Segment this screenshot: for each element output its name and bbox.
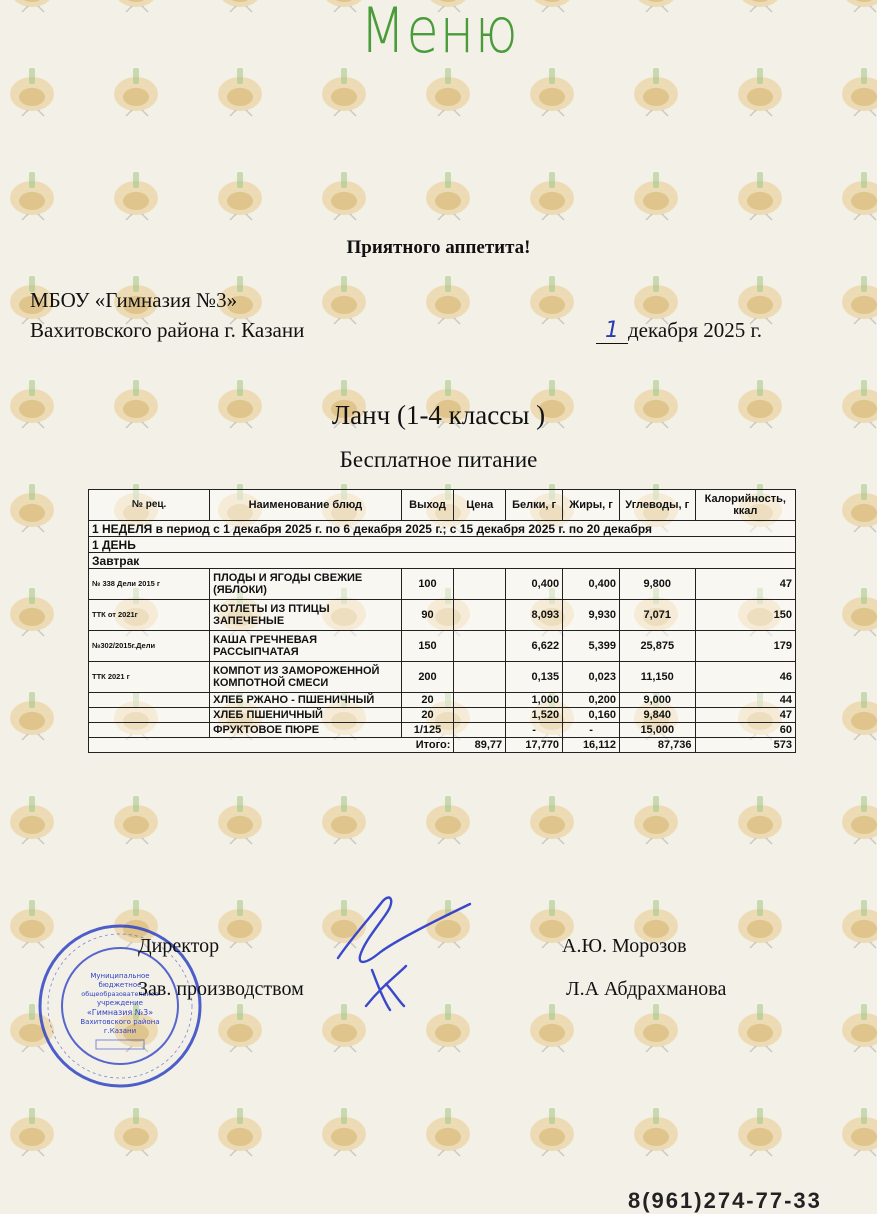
dish-output: 90	[401, 600, 454, 631]
dish-price	[454, 569, 506, 600]
dish-price	[454, 723, 506, 738]
col-fat: Жиры, г	[563, 490, 620, 521]
dish-output: 20	[401, 693, 454, 708]
stamp-line: Вахитовского района	[80, 1018, 160, 1026]
dish-calories: 46	[695, 662, 795, 693]
table-header-row	[89, 490, 796, 521]
dish-recipe: ТТК 2021 г	[89, 662, 210, 693]
dish-calories: 179	[695, 631, 795, 662]
total-calories: 573	[695, 738, 795, 753]
production-manager-title: Зав. производством	[138, 978, 304, 1000]
dish-calories: 150	[695, 600, 795, 631]
director-title: Директор	[138, 935, 220, 957]
stamp-line: общеобразовательное	[81, 990, 159, 998]
dish-protein: 0,135	[506, 662, 563, 693]
total-row	[89, 738, 796, 753]
day-label: 1 ДЕНЬ	[89, 537, 796, 553]
dish-output: 1/125	[401, 723, 454, 738]
dish-protein: 8,093	[506, 600, 563, 631]
dish-recipe: ТТК от 2021г	[89, 600, 210, 631]
dish-protein: 0,400	[506, 569, 563, 600]
dish-output: 200	[401, 662, 454, 693]
col-carbs: Углеводы, г	[619, 490, 695, 521]
col-calories: Калорийность, ккал	[695, 490, 795, 521]
week-period: 1 НЕДЕЛЯ в период с 1 декабря 2025 г. по 6 декабря 2025 г.; с 15 декабря 2025 г. по 20 декабря	[89, 521, 796, 537]
dish-price	[454, 662, 506, 693]
dish-output: 20	[401, 708, 454, 723]
dish-calories: 47	[695, 708, 795, 723]
dish-carbs: 9,840	[619, 708, 695, 723]
dish-carbs: 25,875	[619, 631, 695, 662]
dish-recipe: № 338 Дели 2015 г	[89, 569, 210, 600]
meal-label: Завтрак	[89, 553, 796, 569]
dish-output: 100	[401, 569, 454, 600]
stamp-line: г.Казани	[103, 1027, 137, 1035]
dish-price	[454, 708, 506, 723]
dish-protein: 6,622	[506, 631, 563, 662]
dish-protein: 1,000	[506, 693, 563, 708]
org-district: Вахитовского района г. Казани	[30, 318, 305, 342]
dish-recipe	[89, 723, 210, 738]
total-fat: 16,112	[563, 738, 620, 753]
dish-recipe: №302/2015г.Дели	[89, 631, 210, 662]
dish-calories: 44	[695, 693, 795, 708]
dish-fat: 5,399	[563, 631, 620, 662]
dish-carbs: 11,150	[619, 662, 695, 693]
day-row	[89, 537, 796, 553]
table-row	[89, 693, 796, 708]
stamp-line: «Гимназия №3»	[86, 1008, 154, 1017]
dish-name: КОМПОТ ИЗ ЗАМОРОЖЕННОЙ КОМПОТНОЙ СМЕСИ	[210, 662, 402, 693]
dish-name: ХЛЕБ ПШЕНИЧНЫЙ	[210, 708, 402, 723]
dish-name: ПЛОДЫ И ЯГОДЫ СВЕЖИЕ (ЯБЛОКИ)	[210, 569, 402, 600]
greeting: Приятного аппетита!	[346, 237, 531, 258]
total-label: Итого:	[89, 738, 454, 753]
meal-type: Бесплатное питание	[339, 447, 538, 472]
meal-row	[89, 553, 796, 569]
table-row	[89, 600, 796, 631]
dish-carbs: 9,800	[619, 569, 695, 600]
table-row	[89, 662, 796, 693]
dish-name: КОТЛЕТЫ ИЗ ПТИЦЫ ЗАПЕЧЕНЫЕ	[210, 600, 402, 631]
dish-fat: -	[563, 723, 620, 738]
dish-carbs: 15,000	[619, 723, 695, 738]
stamp-line: Муниципальное	[90, 972, 150, 980]
production-manager-name: Л.А Абдрахманова	[566, 978, 727, 1000]
table-row	[89, 708, 796, 723]
col-protein: Белки, г	[506, 490, 563, 521]
dish-name: ХЛЕБ РЖАНО - ПШЕНИЧНЫЙ	[210, 693, 402, 708]
col-recipe: № рец.	[89, 490, 210, 521]
dish-name: ФРУКТОВОЕ ПЮРЕ	[210, 723, 402, 738]
stamp-line: бюджетное	[98, 981, 142, 989]
dish-price	[454, 693, 506, 708]
date-day: 1	[596, 318, 628, 344]
dish-fat: 0,023	[563, 662, 620, 693]
org-name: МБОУ «Гимназия №3»	[30, 288, 238, 312]
col-price: Цена	[454, 490, 506, 521]
dish-price	[454, 631, 506, 662]
meal-heading: Ланч (1-4 классы )	[331, 400, 546, 430]
dish-output: 150	[401, 631, 454, 662]
total-carbs: 87,736	[619, 738, 695, 753]
handwritten-signature	[320, 880, 500, 1020]
dish-protein: -	[506, 723, 563, 738]
table-row	[89, 569, 796, 600]
dish-fat: 0,200	[563, 693, 620, 708]
dish-calories: 47	[695, 569, 795, 600]
stamp-line: учреждение	[97, 999, 143, 1007]
dish-calories: 60	[695, 723, 795, 738]
col-dish: Наименование блюд	[210, 490, 402, 521]
date-month-year: декабря 2025 г.	[628, 318, 763, 342]
dish-carbs: 7,071	[619, 600, 695, 631]
menu-table	[88, 489, 796, 753]
dish-recipe	[89, 693, 210, 708]
cut-off-phone-number: 8(961)274-77-33	[628, 1188, 822, 1213]
dish-carbs: 9,000	[619, 693, 695, 708]
table-row	[89, 631, 796, 662]
director-name: А.Ю. Морозов	[562, 935, 687, 957]
dish-protein: 1,520	[506, 708, 563, 723]
dish-fat: 0,160	[563, 708, 620, 723]
menu-date	[596, 318, 762, 344]
table-row	[89, 723, 796, 738]
menu-title: Меню	[360, 0, 519, 67]
dish-price	[454, 600, 506, 631]
col-output: Выход	[401, 490, 454, 521]
dish-recipe	[89, 708, 210, 723]
dish-fat: 9,930	[563, 600, 620, 631]
total-price: 89,77	[454, 738, 506, 753]
week-row	[89, 521, 796, 537]
total-protein: 17,770	[506, 738, 563, 753]
dish-name: КАША ГРЕЧНЕВАЯ РАССЫПЧАТАЯ	[210, 631, 402, 662]
dish-fat: 0,400	[563, 569, 620, 600]
